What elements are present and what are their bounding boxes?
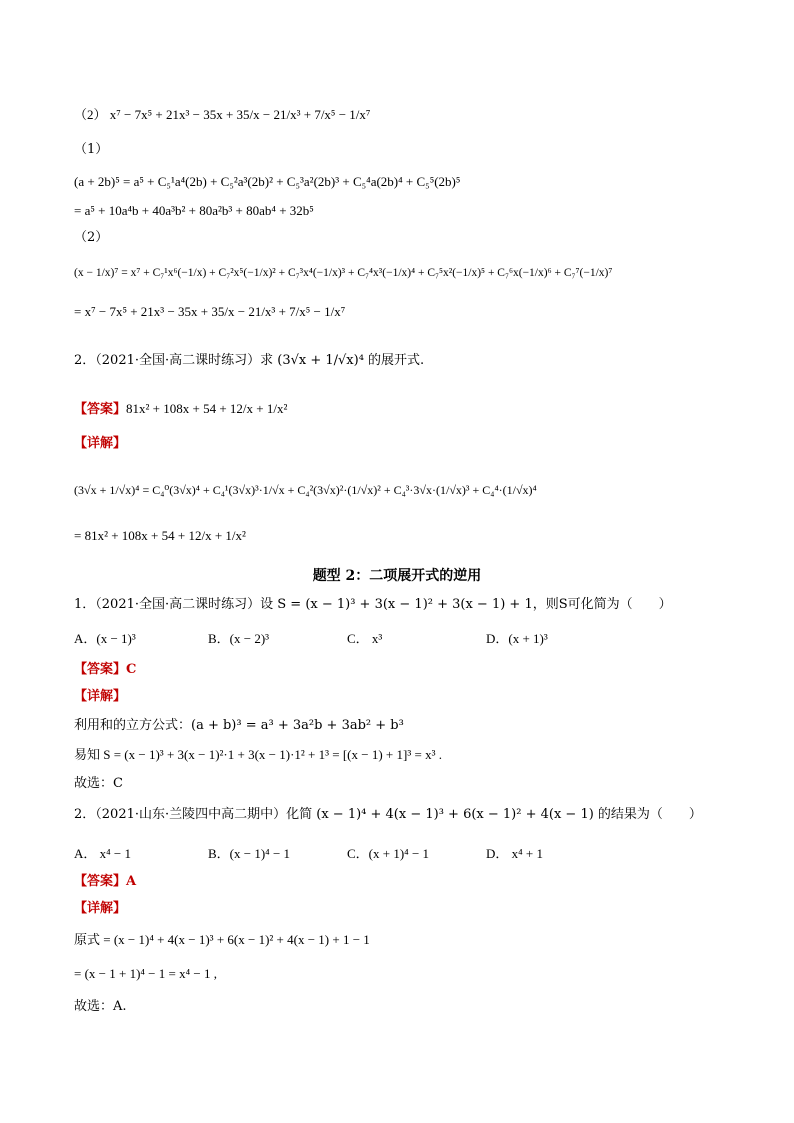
problem-1-detail-1: 利用和的立方公式：(a + b)³ = a³ + 3a²b + 3ab² + b³ — [74, 718, 404, 733]
problem-1-option-d: D．(x + 1)³ — [486, 631, 548, 646]
solution-label-2: （2） — [74, 230, 109, 245]
problem-1-detail-label: 【详解】 — [74, 689, 127, 704]
problem-1-option-b: B．(x − 2)³ — [208, 631, 270, 646]
problem-1-answer — [74, 661, 136, 679]
problem-1-option-a: A．(x − 1)³ — [74, 631, 136, 646]
detail-2-result: = 81x² + 108x + 54 + 12/x + 1/x² — [74, 528, 246, 543]
answer-value: 81x² + 108x + 54 + 12/x + 1/x² — [126, 401, 288, 416]
problem-2-detail-3: 故选：A. — [74, 999, 127, 1014]
problem-2-option-b: B．(x − 1)⁴ − 1 — [208, 846, 291, 861]
problem-1-option-c: C． x³ — [347, 631, 383, 646]
answer-2 — [74, 400, 287, 419]
expansion-line-2: (x − 1/x)⁷ = x⁷ + C₇¹x⁶(−1/x) + C₇²x⁵(−1/x)² + C₇³x⁴(−1/x)³ + C₇⁴x³(−1/x)⁴ + C₇⁵x²(−1/x)⁵ + C₇⁶x(−1/x)⁶ + C₇⁷(−1/x)⁷ — [74, 267, 613, 279]
solution-label-1: （1） — [74, 142, 109, 157]
problem-2-option-c: C．(x + 1)⁴ − 1 — [347, 846, 430, 861]
answer-value: C — [126, 662, 137, 677]
answer-label: 【答案】 — [74, 402, 127, 417]
section-heading: 题型 2：二项展开式的逆用 — [312, 568, 482, 584]
expansion-result-1: = a⁵ + 10a⁴b + 40a³b² + 80a²b³ + 80ab⁴ + 32b⁵ — [74, 203, 314, 218]
problem-2-detail-1: 原式 = (x − 1)⁴ + 4(x − 1)³ + 6(x − 1)² + 4(x − 1) + 1 − 1 — [74, 932, 370, 947]
expansion-result-2: = x⁷ − 7x⁵ + 21x³ − 35x + 35/x − 21/x³ + 7/x⁵ − 1/x⁷ — [74, 304, 346, 319]
problem-1-question: 1．（2021·全国·高二课时练习）设 S = (x − 1)³ + 3(x − 1)² + 3(x − 1) + 1，则S可化简为（ ） — [74, 597, 672, 612]
answer-value: A — [126, 874, 137, 889]
expansion-line-1: (a + 2b)⁵ = a⁵ + C₅¹a⁴(2b) + C₅²a³(2b)² + C₅³a²(2b)³ + C₅⁴a(2b)⁴ + C₅⁵(2b)⁵ — [74, 174, 461, 189]
problem-2-detail-2: = (x − 1 + 1)⁴ − 1 = x⁴ − 1 , — [74, 966, 217, 981]
detail-label-2: 【详解】 — [74, 436, 127, 451]
problem-2-detail-label: 【详解】 — [74, 901, 127, 916]
problem-2-question: 2．（2021·山东·兰陵四中高二期中）化简 (x − 1)⁴ + 4(x − 1)³ + 6(x − 1)² + 4(x − 1) 的结果为（ ） — [74, 807, 702, 822]
problem-2-option-a: A． x⁴ − 1 — [74, 846, 132, 861]
solution-line-part2: （2） x⁷ − 7x⁵ + 21x³ − 35x + 35/x − 21/x³ + 7/x⁵ − 1/x⁷ — [74, 107, 371, 122]
problem-1-detail-3: 故选：C — [74, 776, 123, 791]
question-2: 2．（2021·全国·高二课时练习）求 (3√x + 1/√x)⁴ 的展开式. — [74, 353, 425, 368]
answer-label: 【答案】 — [74, 874, 127, 889]
problem-1-detail-2: 易知 S = (x − 1)³ + 3(x − 1)²·1 + 3(x − 1)·1² + 1³ = [(x − 1) + 1]³ = x³ . — [74, 747, 442, 762]
problem-2-answer — [74, 873, 136, 891]
detail-2-expansion: (3√x + 1/√x)⁴ = C₄⁰(3√x)⁴ + C₄¹(3√x)³·1/√x + C₄²(3√x)²·(1/√x)² + C₄³·3√x·(1/√x)³ + C₄⁴·(1/√x)⁴ — [74, 483, 537, 497]
answer-label: 【答案】 — [74, 662, 127, 677]
problem-2-option-d: D． x⁴ + 1 — [486, 846, 544, 861]
